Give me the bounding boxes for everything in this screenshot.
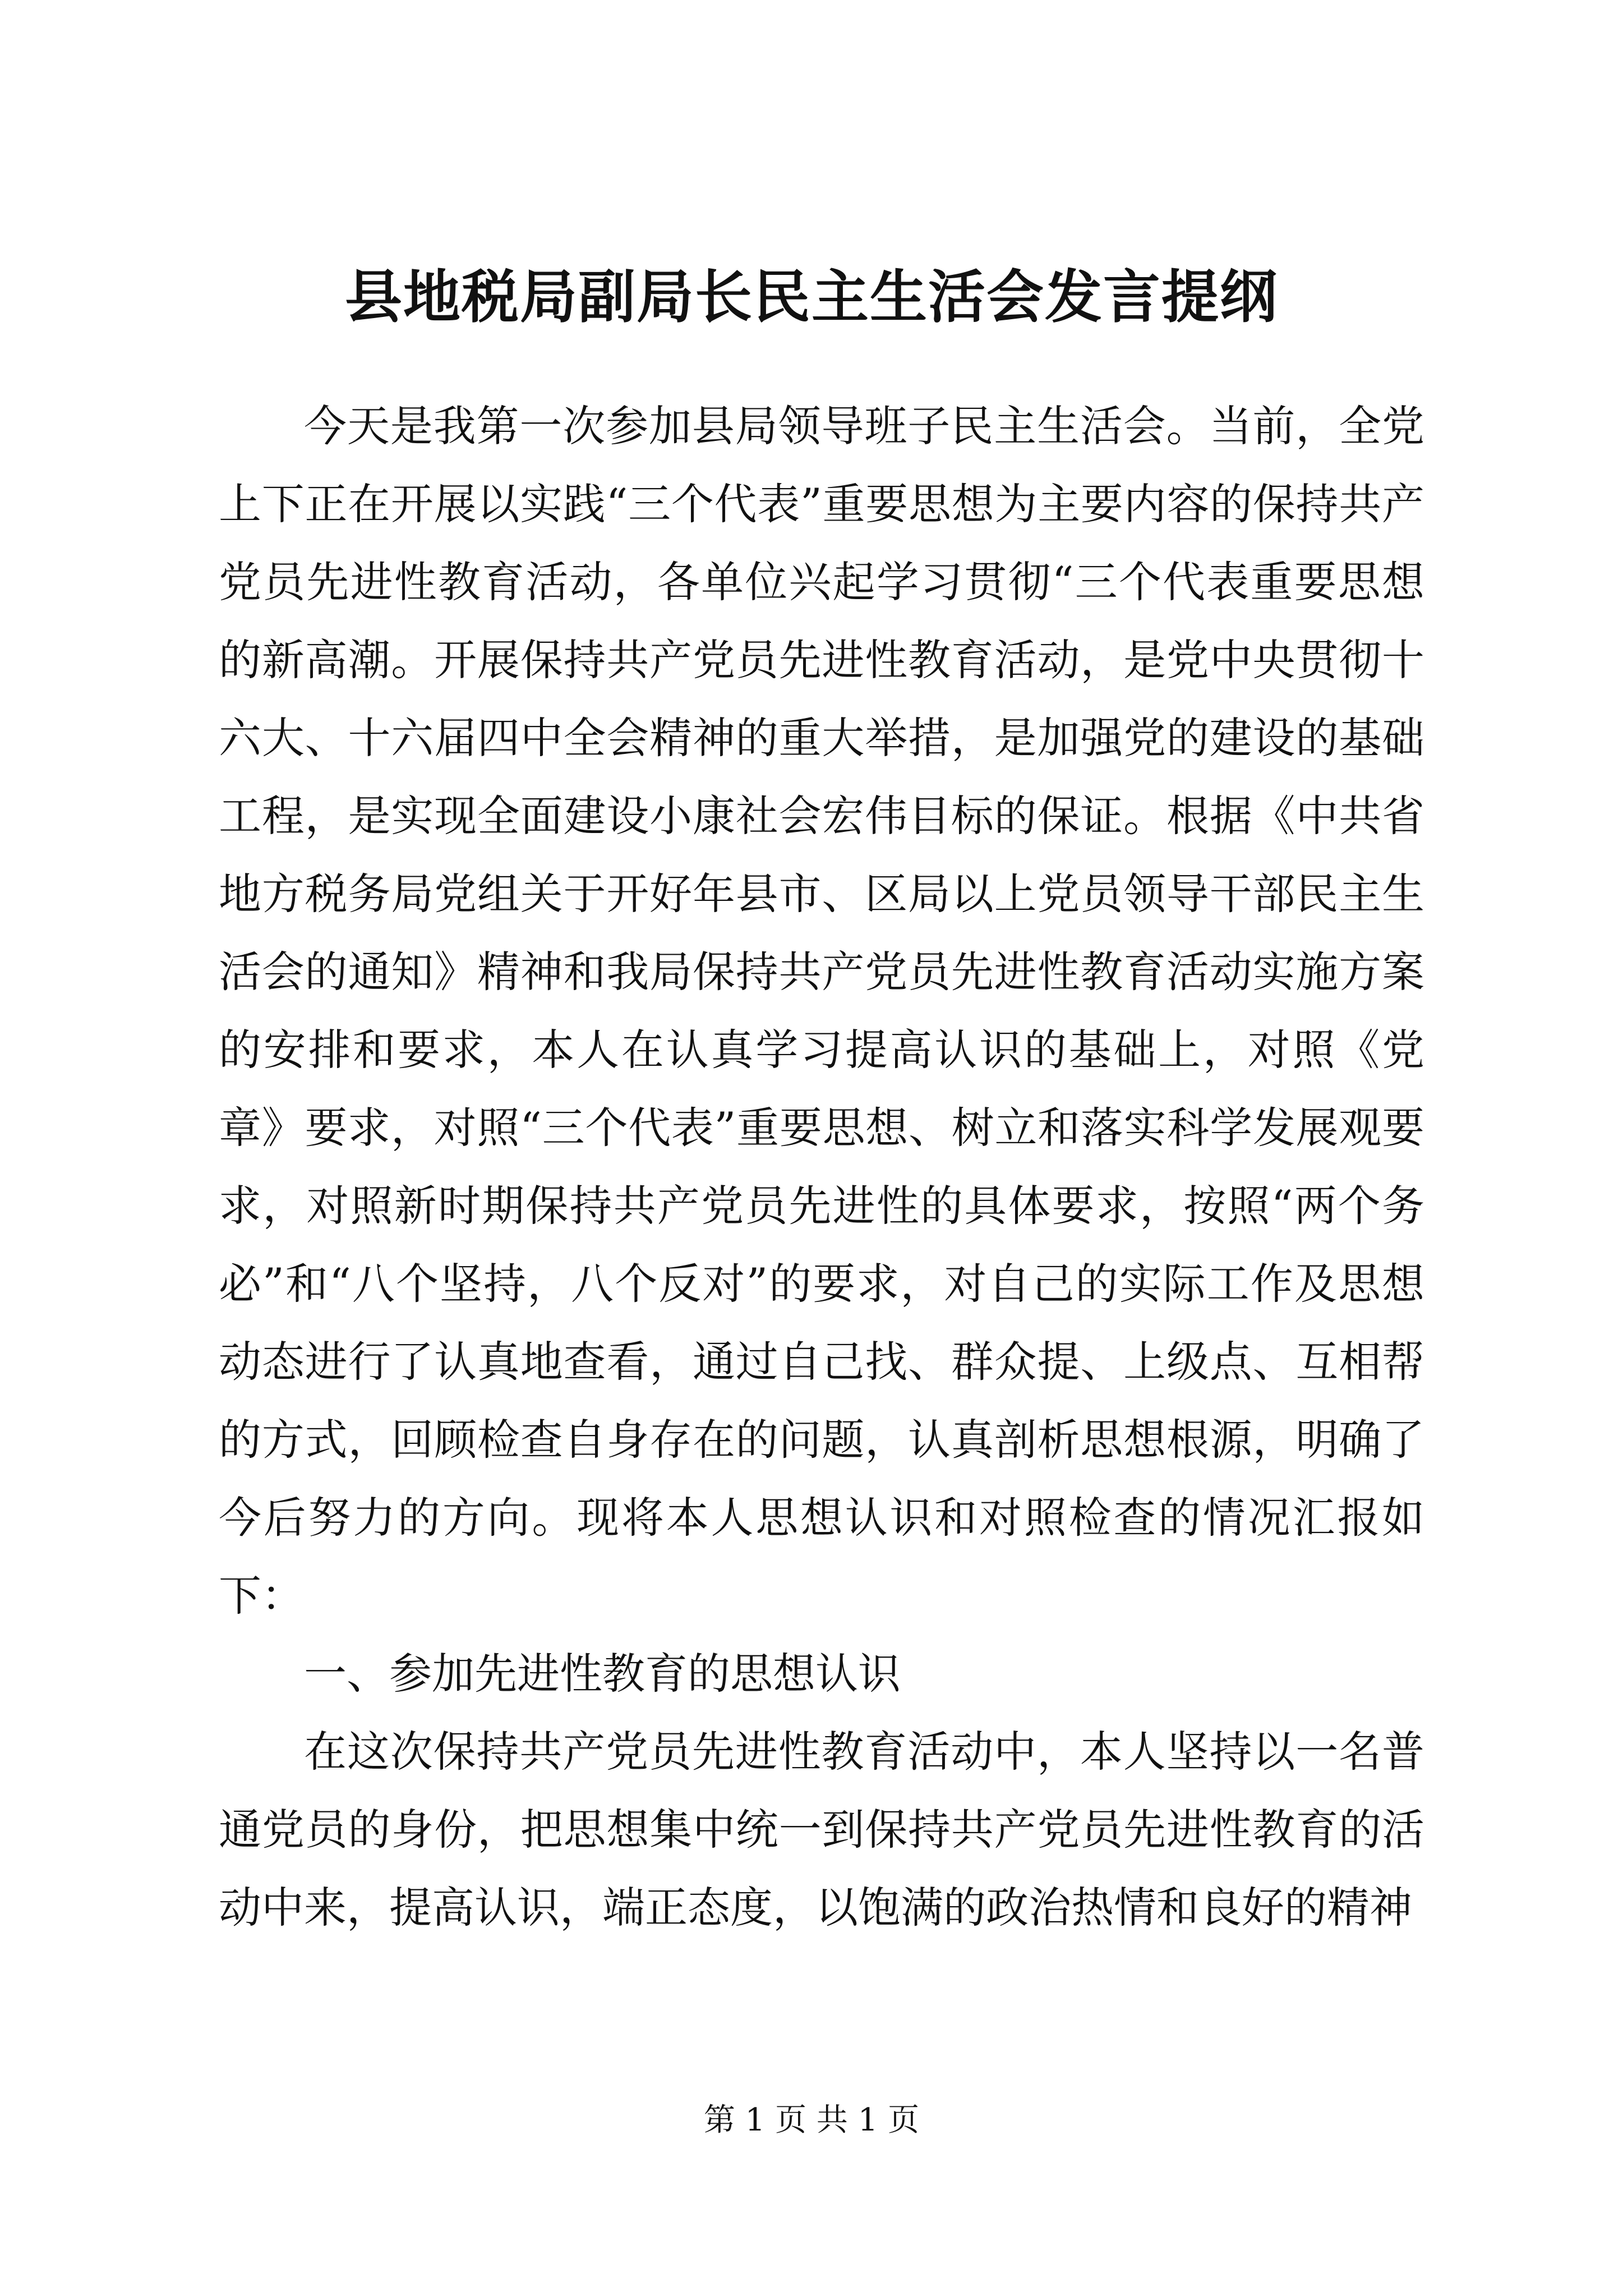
page-footer: 第 1 页 共 1 页: [703, 2102, 920, 2138]
document-title: 县地税局副局长民主生活会发言提纲: [345, 264, 1278, 331]
section-heading: 一、参加先进性教育的思想认识: [304, 1649, 901, 1699]
paragraph-intro: 今天是我第一次参加县局领导班子民主生活会。当前，全党上下正在开展以实践“三个代表”重要思想为主要内容的保持共产党员先进性教育活动，各单位兴起学习贯彻“三个代表重要思想的新高潮。开展保持共产党员先进性教育活动，是党中央贯彻十六大、十六届四中全会精神的重大举措，是加强党的建设的基础工程，是实现全面建设小康社会宏伟目标的保证。根据《中共省地方税务局党组关于开好年县市、区局以上党员领导干部民主生活会的通知》精神和我局保持共产党员先进性教育活动实施方案的安排和要求，本人在认真学习提高认识的基础上，对照《党章》要求，对照“三个代表”重要思想、树立和落实科学发展观要求，对照新时期保持共产党员先进性的具体要求，按照“两个务必”和“八个坚持，八个反对”的要求，对自己的实际工作及思想动态进行了认真地查看，通过自己找、群众提、上级点、互相帮的方式，回顾检查自身存在的问题，认真剖析思想根源，明确了今后努力的方向。现将本人思想认识和对照检查的情况汇报如下：: [219, 401, 1424, 1621]
document-body: [219, 387, 1424, 1947]
paragraph-section-1: 在这次保持共产党员先进性教育活动中，本人坚持以一名普通党员的身份，把思想集中统一到保持共产党员先进性教育的活动中来，提高认识，端正态度，以饱满的政治热情和良好的精神: [219, 1727, 1424, 1932]
